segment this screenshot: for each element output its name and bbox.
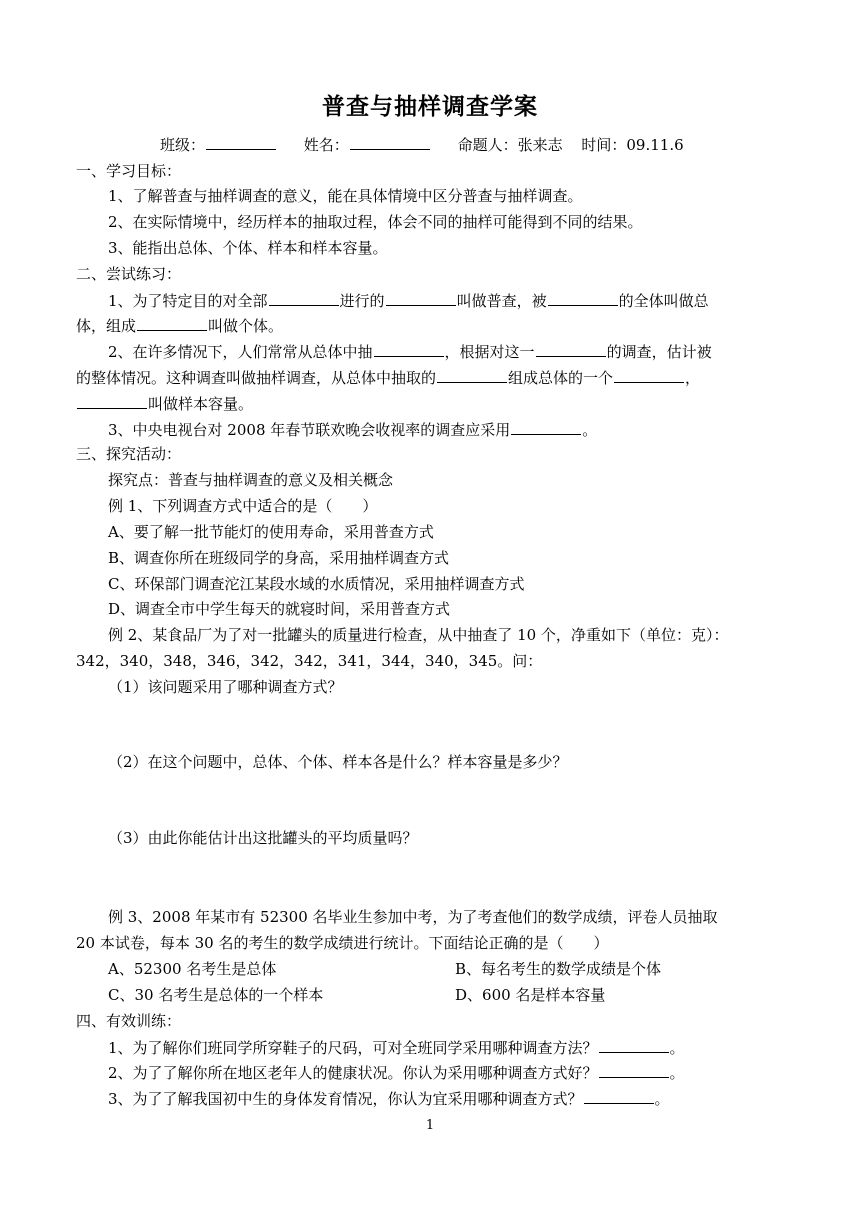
example-3-option-a: A、52300 名考生是总体 <box>108 960 277 978</box>
answer-blank[interactable] <box>536 341 606 357</box>
section-4-heading: 四、有效训练： <box>76 1012 182 1030</box>
text: 叫做普查，被 <box>456 292 547 310</box>
training-1 <box>108 1037 685 1058</box>
text: 进行的 <box>339 292 385 310</box>
text: 的全体叫做总 <box>618 292 709 310</box>
text: 2、为了了解你所在地区老年人的健康状况。你认为采用哪种调查方式好？ <box>108 1064 598 1082</box>
answer-blank[interactable] <box>386 290 456 306</box>
answer-blank[interactable] <box>511 419 581 435</box>
answer-blank[interactable] <box>584 1088 654 1104</box>
text: 组成总体的一个 <box>508 369 614 387</box>
example-2-question-2: （2）在这个问题中，总体、个体、样本各是什么？样本容量是多少？ <box>108 753 568 771</box>
example-2-question-3: （3）由此你能估计出这批罐头的平均质量吗？ <box>108 829 418 847</box>
answer-blank[interactable] <box>599 1062 669 1078</box>
text: 。 <box>669 1064 685 1082</box>
page-number: 1 <box>425 1118 435 1133</box>
text: 叫做样本容量。 <box>148 395 254 413</box>
text: ，根据对这一 <box>444 343 535 361</box>
section-3-heading: 三、探究活动： <box>76 445 182 463</box>
example-1-option-b: B、调查你所在班级同学的身高，采用抽样调查方式 <box>108 549 450 567</box>
answer-blank[interactable] <box>374 341 444 357</box>
text: 的整体情况。这种调查叫做抽样调查，从总体中抽取的 <box>76 369 437 387</box>
example-3-option-d: D、600 名是样本容量 <box>455 986 606 1004</box>
answer-blank[interactable] <box>437 367 507 383</box>
answer-blank[interactable] <box>614 367 684 383</box>
example-3-line-2: 20 本试卷，每本 30 名的考生的数学成绩进行统计。下面结论正确的是（ ） <box>76 934 609 952</box>
document-title: 普查与抽样调查学案 <box>322 94 538 120</box>
text: 。 <box>582 421 598 439</box>
practice-2-line-2 <box>76 367 700 388</box>
author: 命题人：张来志 <box>457 136 563 154</box>
text: 的调查，估计被 <box>606 343 712 361</box>
text: 。 <box>669 1039 685 1057</box>
practice-1-line-2 <box>76 315 283 336</box>
explore-point: 探究点：普查与抽样调查的意义及相关概念 <box>108 471 394 489</box>
date: 时间：09.11.6 <box>581 136 684 154</box>
answer-blank[interactable] <box>77 393 147 409</box>
text: 3、中央电视台对 2008 年春节联欢晚会收视率的调查应采用 <box>108 421 511 439</box>
text: 3、为了了解我国初中生的身体发育情况，你认为宜采用哪种调查方式？ <box>108 1090 583 1108</box>
practice-1-line-1 <box>108 290 709 311</box>
example-2-line-2: 342，340，348，346，342，342，341，344，340，345。问： <box>76 652 543 670</box>
practice-2-line-3 <box>76 393 253 414</box>
text: ， <box>685 369 701 387</box>
objective-2: 2、在实际情境中，经历样本的抽取过程，体会不同的抽样可能得到不同的结果。 <box>108 213 643 231</box>
example-1-option-a: A、要了解一批节能灯的使用寿命，采用普查方式 <box>108 523 434 541</box>
answer-blank[interactable] <box>599 1037 669 1053</box>
name-blank[interactable] <box>350 134 430 150</box>
class-label: 班级： <box>160 136 206 154</box>
example-1-option-d: D、调查全市中学生每天的就寝时间，采用普查方式 <box>108 600 451 618</box>
example-1: 例 1、下列调查方式中适合的是（ ） <box>108 497 378 515</box>
section-1-heading: 一、学习目标： <box>76 162 182 180</box>
objective-1: 1、了解普查与抽样调查的意义，能在具体情境中区分普查与抽样调查。 <box>108 187 583 205</box>
example-3-line-1: 例 3、2008 年某市有 52300 名毕业生参加中考，为了考查他们的数学成绩，评卷人员抽取 <box>108 908 718 926</box>
example-1-option-c: C、环保部门调查沱江某段水域的水质情况，采用抽样调查方式 <box>108 575 525 593</box>
example-2-question-1: （1）该问题采用了哪种调查方式？ <box>108 678 343 696</box>
class-blank[interactable] <box>206 134 276 150</box>
practice-3 <box>108 419 597 440</box>
name-label: 姓名： <box>303 136 349 154</box>
text: 体，组成 <box>76 317 137 335</box>
objective-3: 3、能指出总体、个体、样本和样本容量。 <box>108 239 388 257</box>
answer-blank[interactable] <box>137 315 207 331</box>
example-3-option-c: C、30 名考生是总体的一个样本 <box>108 986 324 1004</box>
example-2-line-1: 例 2、某食品厂为了对一批罐头的质量进行检查，从中抽查了 10 个，净重如下（单位：克）： <box>108 626 729 644</box>
text: 1、为了解你们班同学所穿鞋子的尺码，可对全班同学采用哪种调查方法？ <box>108 1039 598 1057</box>
training-3 <box>108 1088 670 1109</box>
info-line <box>160 134 684 155</box>
text: 2、在许多情况下，人们常常从总体中抽 <box>108 343 373 361</box>
training-2 <box>108 1062 685 1083</box>
answer-blank[interactable] <box>269 290 339 306</box>
text: 。 <box>654 1090 670 1108</box>
text: 1、为了特定目的对全部 <box>108 292 268 310</box>
answer-blank[interactable] <box>548 290 618 306</box>
text: 叫做个体。 <box>208 317 284 335</box>
section-2-heading: 二、尝试练习： <box>76 265 182 283</box>
practice-2-line-1 <box>108 341 712 362</box>
example-3-option-b: B、每名考生的数学成绩是个体 <box>455 960 662 978</box>
